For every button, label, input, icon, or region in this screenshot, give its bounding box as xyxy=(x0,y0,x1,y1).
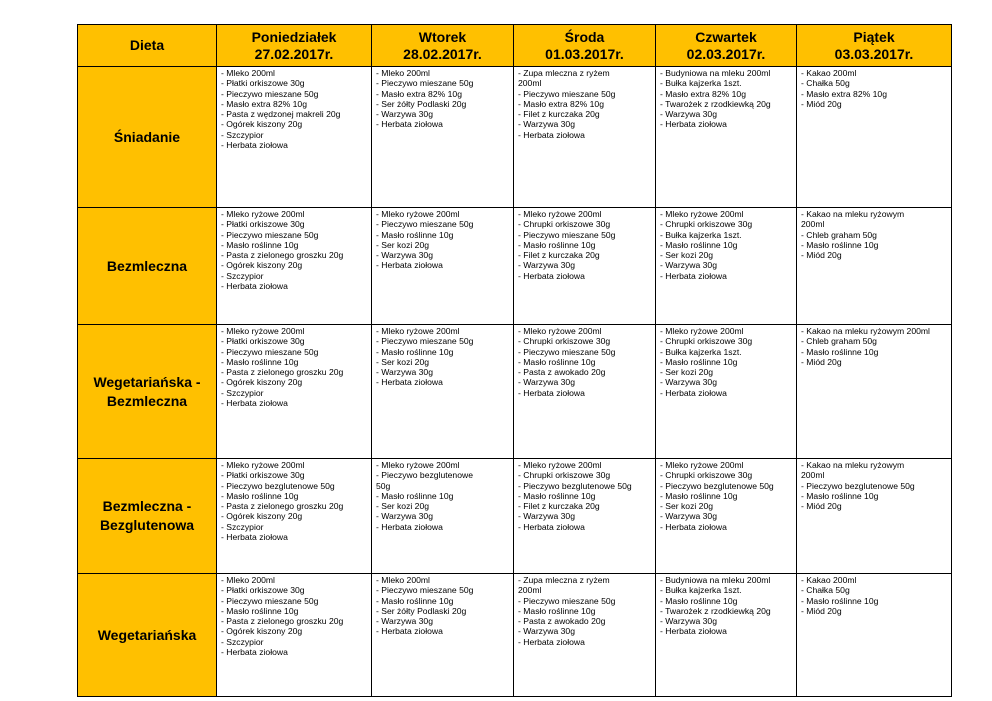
header-row xyxy=(78,25,952,67)
menu-cell: - Mleko 200ml - Pieczywo mieszane 50g - Masło roślinne 10g - Ser żółty Podlaski 20g - Warzywa 30g - Herbata ziołowa xyxy=(372,574,514,697)
row-label-bezmleczna: Bezmleczna xyxy=(78,208,217,325)
header-day-tuesday xyxy=(372,25,514,67)
row-label-bezmleczna-bezglutenowa: Bezmleczna - Bezglutenowa xyxy=(78,459,217,574)
menu-cell: - Mleko ryżowe 200ml - Pieczywo bezglutenowe 50g - Masło roślinne 10g - Ser kozi 20g - Warzywa 30g - Herbata ziołowa xyxy=(372,459,514,574)
menu-cell: - Mleko ryżowe 200ml - Chrupki orkiszowe 30g - Bułka kajzerka 1szt. - Masło roślinne 10g - Ser kozi 20g - Warzywa 30g - Herbata ziołowa xyxy=(656,208,797,325)
header-day-monday xyxy=(217,25,372,67)
menu-cell: - Budyniowa na mleku 200ml - Bułka kajzerka 1szt. - Masło roślinne 10g - Twarożek z rzodkiewką 20g - Warzywa 30g - Herbata ziołowa xyxy=(656,574,797,697)
day-date: 03.03.2017r. xyxy=(834,45,914,62)
day-date: 02.03.2017r. xyxy=(686,45,766,62)
header-dieta: Dieta xyxy=(78,25,217,67)
menu-table xyxy=(77,24,952,697)
day-name: Poniedziałek xyxy=(251,28,337,45)
menu-cell: - Mleko 200ml - Płatki orkiszowe 30g - Pieczywo mieszane 50g - Masło extra 82% 10g - Pasta z wędzonej makreli 20g - Ogórek kiszony 20g - Szczypior - Herbata ziołowa xyxy=(217,67,372,208)
row-label-wegetarianska-bezmleczna: Wegetariańska - Bezmleczna xyxy=(78,325,217,459)
menu-cell: - Mleko ryżowe 200ml - Płatki orkiszowe 30g - Pieczywo mieszane 50g - Masło roślinne 10g - Pasta z zielonego groszku 20g - Ogórek kiszony 20g - Szczypior - Herbata ziołowa xyxy=(217,325,372,459)
header-day-wednesday xyxy=(514,25,656,67)
row-label-wegetarianska: Wegetariańska xyxy=(78,574,217,697)
menu-cell: - Mleko ryżowe 200ml - Chrupki orkiszowe 30g - Pieczywo mieszane 50g - Masło roślinne 10g - Pasta z awokado 20g - Warzywa 30g - Herbata ziołowa xyxy=(514,325,656,459)
table-row xyxy=(78,67,952,208)
day-name: Środa xyxy=(564,28,605,45)
row-label-sniadanie: Śniadanie xyxy=(78,67,217,208)
menu-cell: - Kakao 200ml - Chałka 50g - Masło extra 82% 10g - Miód 20g xyxy=(797,67,952,208)
table-row xyxy=(78,325,952,459)
menu-cell: - Mleko 200ml - Płatki orkiszowe 30g - Pieczywo mieszane 50g - Masło roślinne 10g - Pasta z zielonego groszku 20g - Ogórek kiszony 20g - Szczypior - Herbata ziołowa xyxy=(217,574,372,697)
table-row xyxy=(78,459,952,574)
menu-cell: - Mleko ryżowe 200ml - Chrupki orkiszowe 30g - Pieczywo bezglutenowe 50g - Masło roślinne 10g - Ser kozi 20g - Warzywa 30g - Herbata ziołowa xyxy=(656,459,797,574)
menu-cell: - Mleko ryżowe 200ml - Pieczywo mieszane 50g - Masło roślinne 10g - Ser kozi 20g - Warzywa 30g - Herbata ziołowa xyxy=(372,208,514,325)
menu-cell: - Mleko ryżowe 200ml - Chrupki orkiszowe 30g - Pieczywo bezglutenowe 50g - Masło roślinne 10g - Filet z kurczaka 20g - Warzywa 30g - Herbata ziołowa xyxy=(514,459,656,574)
table-row xyxy=(78,208,952,325)
menu-cell: - Kakao na mleku ryżowym 200ml - Chleb graham 50g - Masło roślinne 10g - Miód 20g xyxy=(797,325,952,459)
day-name: Czwartek xyxy=(695,28,757,45)
day-name: Piątek xyxy=(853,28,895,45)
menu-cell: - Kakao na mleku ryżowym 200ml - Chleb graham 50g - Masło roślinne 10g - Miód 20g xyxy=(797,208,952,325)
menu-cell: - Kakao na mleku ryżowym 200ml - Pieczywo bezglutenowe 50g - Masło roślinne 10g - Miód 20g xyxy=(797,459,952,574)
menu-cell: - Mleko ryżowe 200ml - Chrupki orkiszowe 30g - Bułka kajzerka 1szt. - Masło roślinne 10g - Ser kozi 20g - Warzywa 30g - Herbata ziołowa xyxy=(656,325,797,459)
header-day-friday xyxy=(797,25,952,67)
menu-cell: - Mleko ryżowe 200ml - Płatki orkiszowe 30g - Pieczywo mieszane 50g - Masło roślinne 10g - Pasta z zielonego groszku 20g - Ogórek kiszony 20g - Szczypior - Herbata ziołowa xyxy=(217,208,372,325)
menu-cell: - Mleko 200ml - Pieczywo mieszane 50g - Masło extra 82% 10g - Ser żółty Podlaski 20g - Warzywa 30g - Herbata ziołowa xyxy=(372,67,514,208)
day-name: Wtorek xyxy=(418,28,467,45)
day-date: 01.03.2017r. xyxy=(545,45,624,62)
menu-cell: - Zupa mleczna z ryżem 200ml - Pieczywo mieszane 50g - Masło roślinne 10g - Pasta z awokado 20g - Warzywa 30g - Herbata ziołowa xyxy=(514,574,656,697)
menu-cell: - Kakao 200ml - Chałka 50g - Masło roślinne 10g - Miód 20g xyxy=(797,574,952,697)
header-day-thursday xyxy=(656,25,797,67)
menu-cell: - Budyniowa na mleku 200ml - Bułka kajzerka 1szt. - Masło extra 82% 10g - Twarożek z rzodkiewką 20g - Warzywa 30g - Herbata ziołowa xyxy=(656,67,797,208)
menu-cell: - Mleko ryżowe 200ml - Chrupki orkiszowe 30g - Pieczywo mieszane 50g - Masło roślinne 10g - Filet z kurczaka 20g - Warzywa 30g - Herbata ziołowa xyxy=(514,208,656,325)
menu-cell: - Mleko ryżowe 200ml - Pieczywo mieszane 50g - Masło roślinne 10g - Ser kozi 20g - Warzywa 30g - Herbata ziołowa xyxy=(372,325,514,459)
table-row xyxy=(78,574,952,697)
menu-cell: - Zupa mleczna z ryżem 200ml - Pieczywo mieszane 50g - Masło extra 82% 10g - Filet z kurczaka 20g - Warzywa 30g - Herbata ziołowa xyxy=(514,67,656,208)
day-date: 27.02.2017r. xyxy=(254,45,334,62)
day-date: 28.02.2017r. xyxy=(403,45,482,62)
menu-cell: - Mleko ryżowe 200ml - Płatki orkiszowe 30g - Pieczywo bezglutenowe 50g - Masło roślinne 10g - Pasta z zielonego groszku 20g - Ogórek kiszony 20g - Szczypior - Herbata ziołowa xyxy=(217,459,372,574)
